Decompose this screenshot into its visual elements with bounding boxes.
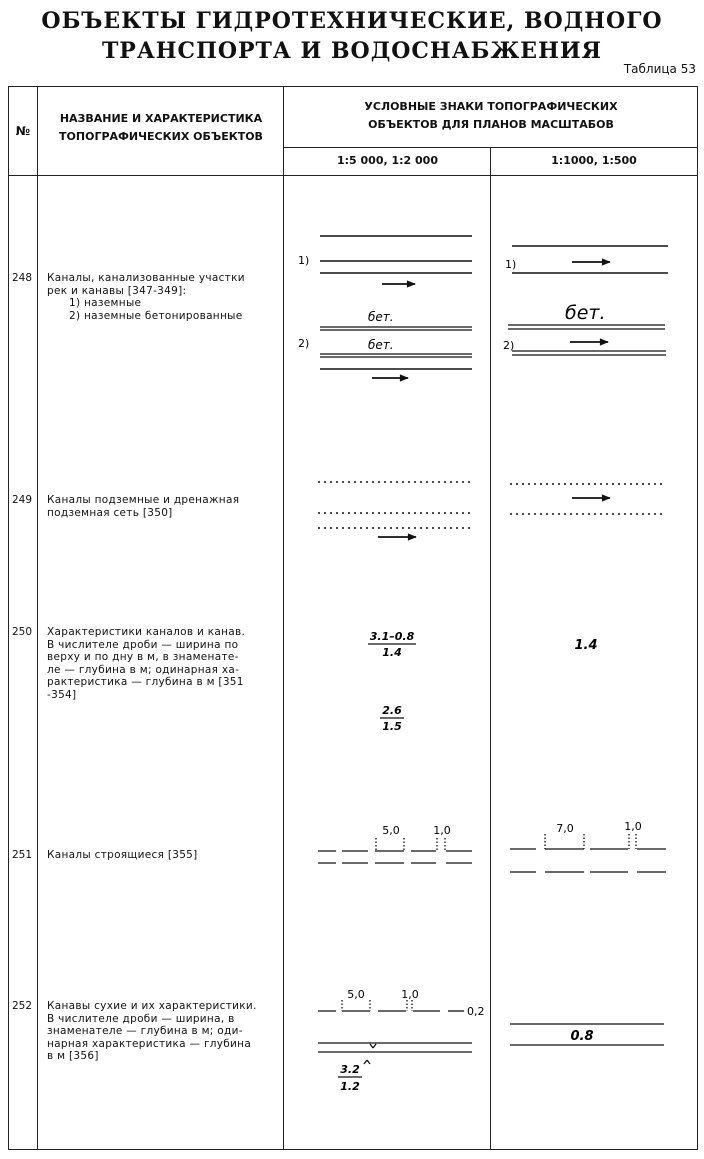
sign-251-dimension-a2: 1,0 [433,824,451,837]
sign-248-label-bet: бет. [565,302,606,324]
header-col-no: № [15,124,31,138]
row-251-number: 251 [12,849,33,861]
row-252-line: в м [356] [47,1050,99,1062]
row-252-line: В числителе дроби — ширина, в [47,1012,235,1025]
sign-251-scale-a [318,838,472,863]
row-249-line: Каналы подземные и дренажная [47,494,240,506]
row-250-line: верху и по дну в м, в знаменате- [47,651,239,663]
row-251-line: Каналы строящиеся [355] [47,849,198,861]
row-248-subitem: 2) наземные бетонированные [69,309,243,322]
sign-250-fraction-2-denominator: 1.5 [382,720,402,733]
row-248-line: рек и канавы [347-349]: [47,284,187,297]
row-249-line: подземная сеть [350] [47,506,173,519]
row-248-number: 248 [12,272,33,284]
sign-249-scale-a [318,482,474,537]
row-252-line: нарная характеристика — глубина [47,1037,252,1050]
sign-251-dimension-b1: 7,0 [556,822,574,835]
row-250-line: рактеристика — глубина в м [351 [47,676,244,688]
sign-248-scale-b [508,246,668,355]
row-248-line: Каналы, канализованные участки [47,272,245,284]
header-col-name-line1: НАЗВАНИЕ И ХАРАКТЕРИСТИКА [59,112,263,125]
header-col-signs-line2: ОБЪЕКТОВ ДЛЯ ПЛАНОВ МАСШТАБОВ [368,118,614,131]
row-250-line: Характеристики каналов и канав. [47,626,246,638]
row-250-line: -354] [47,688,77,701]
row-250-line: ле — глубина в м; одинарная ха- [47,663,240,676]
row-252-line: знаменателе — глубина в м; оди- [47,1025,243,1037]
row-249-number: 249 [12,494,33,506]
sign-252-dimension-1: 5,0 [347,988,365,1001]
header-col-name-line2: ТОПОГРАФИЧЕСКИХ ОБЪЕКТОВ [59,130,263,143]
sign-251-scale-b [510,834,666,872]
row-252-number: 252 [12,1000,33,1012]
row-252-line: Канавы сухие и их характеристики. [47,1000,257,1012]
row-250-line: В числителе дроби — ширина по [47,638,239,651]
sign-248-marker-2: 2) [298,337,310,350]
sign-248-marker-1: 1) [298,254,310,267]
sign-250-fraction-2-numerator: 2.6 [382,704,402,717]
sign-248-marker-2: 2) [503,339,515,352]
sign-251-dimension-a1: 5,0 [382,824,400,837]
row-248-subitem: 1) наземные [69,297,142,309]
sign-251-dimension-b2: 1,0 [624,820,642,833]
sign-252-single-value: 0.8 [570,1029,594,1044]
sign-252-dimension-3: 0,2 [467,1005,485,1018]
sign-248-label-bet: бет. [368,338,394,352]
sign-250-fraction-1-denominator: 1.4 [382,646,402,659]
sign-248-marker-1: 1) [505,258,517,271]
header-scale-a: 1:5 000, 1:2 000 [336,154,438,167]
row-250-number: 250 [12,626,33,638]
sign-250-single-value: 1.4 [574,638,598,653]
sign-252-fraction-numerator: 3.2 [340,1063,360,1076]
sign-252-dimension-2: 1,0 [401,988,419,1001]
table-number: Таблица 53 [623,62,696,76]
header-col-signs-line1: УСЛОВНЫЕ ЗНАКИ ТОПОГРАФИЧЕСКИХ [364,100,618,113]
page-title-line1: ОБЪЕКТЫ ГИДРОТЕХНИЧЕСКИЕ, ВОДНОГО [41,8,663,34]
page-title-line2: ТРАНСПОРТА И ВОДОСНАБЖЕНИЯ [101,38,603,64]
header-scale-b: 1:1000, 1:500 [551,154,637,167]
sign-248-scale-a [320,236,472,378]
sign-248-label-bet: бет. [368,310,394,324]
sign-250-fraction-1-numerator: 3.1–0.8 [369,630,415,643]
sign-252-fraction-denominator: 1.2 [340,1080,360,1093]
sign-249-scale-b [510,484,662,514]
